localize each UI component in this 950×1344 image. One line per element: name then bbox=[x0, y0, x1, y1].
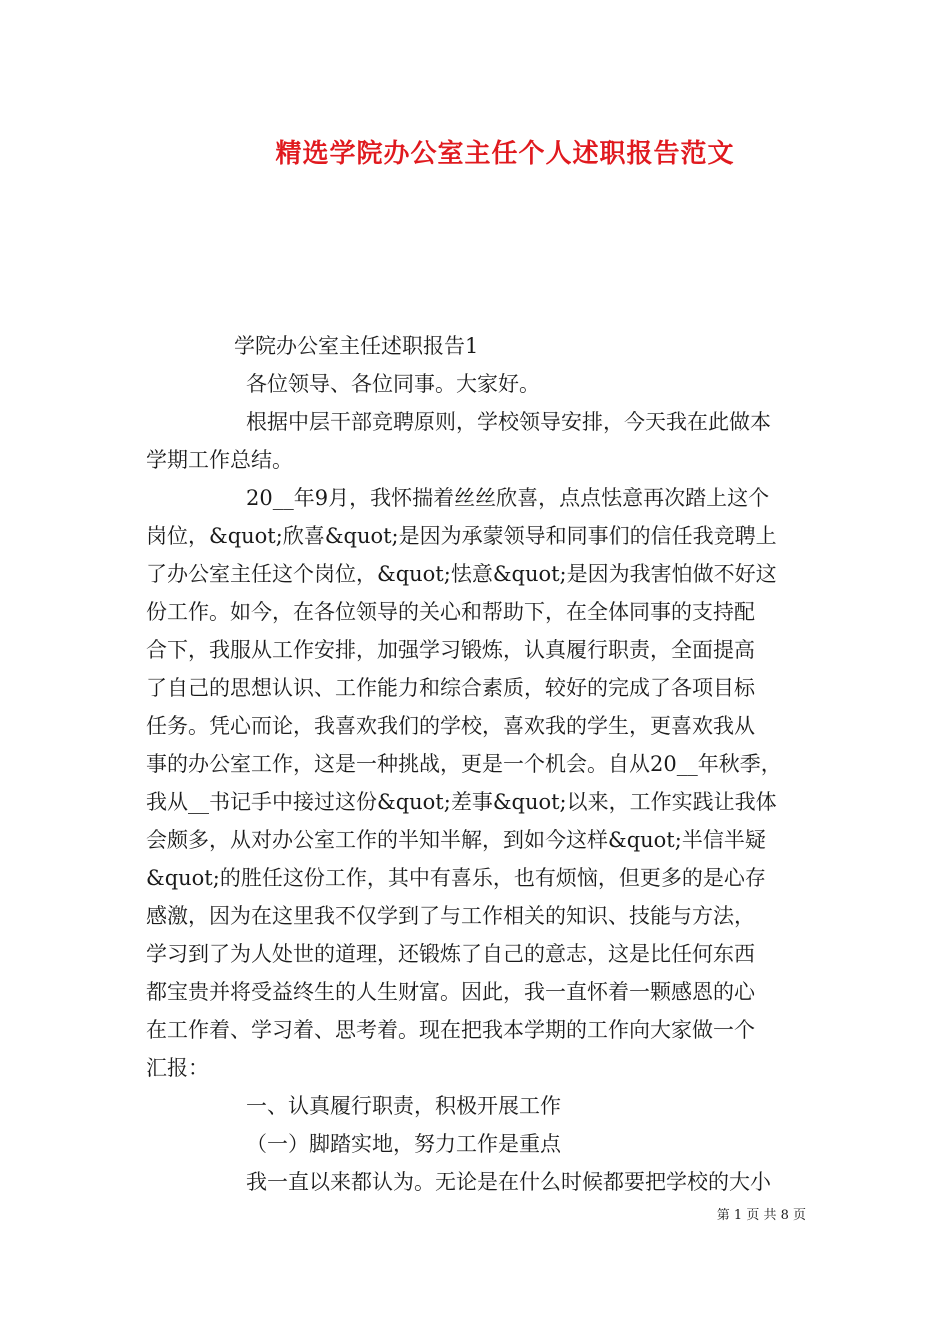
paragraph-line: 我一直以来都认为。无论是在什么时候都要把学校的大小 bbox=[246, 1170, 771, 1194]
paragraph-line: 了自己的思想认识、工作能力和综合素质，较好的完成了各项目标 bbox=[146, 676, 755, 700]
paragraph-line: 20__年9月，我怀揣着丝丝欣喜，点点怯意再次踏上这个 bbox=[246, 486, 770, 510]
paragraph-line: 都宝贵并将受益终生的人生财富。因此，我一直怀着一颗感恩的心 bbox=[146, 980, 755, 1004]
document-body bbox=[146, 327, 814, 1201]
paragraph-line: 在工作着、学习着、思考着。现在把我本学期的工作向大家做一个 bbox=[146, 1018, 755, 1042]
subheading-1-1: （一）脚踏实地，努力工作是重点 bbox=[246, 1132, 561, 1156]
paragraph-line: 合下，我服从工作安排，加强学习锻炼，认真履行职责，全面提高 bbox=[146, 638, 755, 662]
subheading-1: 一、认真履行职责，积极开展工作 bbox=[246, 1094, 561, 1118]
paragraph-line: 汇报： bbox=[146, 1056, 209, 1080]
paragraph-line: 学期工作总结。 bbox=[146, 448, 293, 472]
paragraph-line: 任务。凭心而论，我喜欢我们的学校，喜欢我的学生，更喜欢我从 bbox=[146, 714, 755, 738]
paragraph-line: 会颇多，从对办公室工作的半知半解，到如今这样&quot;半信半疑 bbox=[146, 828, 766, 852]
paragraph-line: 感激，因为在这里我不仅学到了与工作相关的知识、技能与方法， bbox=[146, 904, 755, 928]
paragraph-line: 学习到了为人处世的道理，还锻炼了自己的意志，这是比任何东西 bbox=[146, 942, 755, 966]
paragraph-line: 事的办公室工作，这是一种挑战，更是一个机会。自从20__年秋季， bbox=[146, 752, 782, 776]
paragraph-line: 岗位，&quot;欣喜&quot;是因为承蒙领导和同事们的信任我竞聘上 bbox=[146, 524, 777, 548]
paragraph-line: 我从__书记手中接过这份&quot;差事&quot;以来，工作实践让我体 bbox=[146, 790, 777, 814]
document-title: 精选学院办公室主任个人述职报告范文 bbox=[275, 139, 735, 169]
page-number: 第 1 页 共 8 页 bbox=[716, 1208, 806, 1223]
paragraph-line: 根据中层干部竞聘原则，学校领导安排，今天我在此做本 bbox=[246, 410, 771, 434]
section-heading: 学院办公室主任述职报告1 bbox=[234, 334, 479, 358]
paragraph-line: 了办公室主任这个岗位，&quot;怯意&quot;是因为我害怕做不好这 bbox=[146, 562, 777, 586]
greeting-line: 各位领导、各位同事。大家好。 bbox=[246, 372, 540, 396]
paragraph-line: &quot;的胜任这份工作，其中有喜乐，也有烦恼，但更多的是心存 bbox=[146, 866, 766, 890]
paragraph-line: 份工作。如今，在各位领导的关心和帮助下，在全体同事的支持配 bbox=[146, 600, 755, 624]
